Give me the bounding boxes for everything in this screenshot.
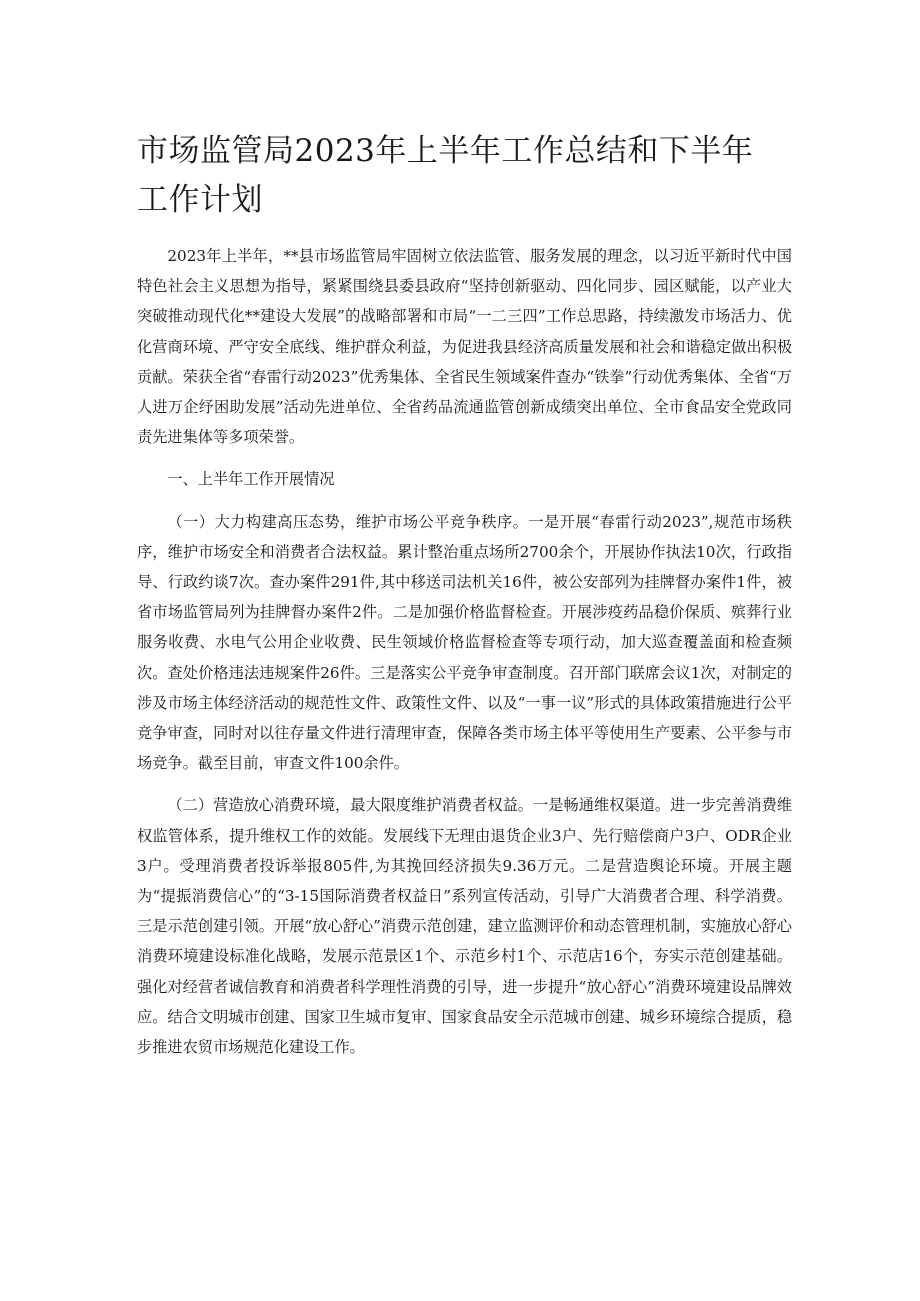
document-body (137, 241, 792, 1074)
document-title: 市场监管局2023年上半年工作总结和下半年工作计划 (137, 133, 754, 218)
body-paragraph-2: （二）营造放心消费环境，最大限度维护消费者权益。一是畅通维权渠道。进一步完善消费维权监管体系，提升维权工作的效能。发展线下无理由退货企业3户、先行赔偿商户3户、ODR企业3户。受理消费者投诉举报805件,为其挽回经济损失9.36万元。二是营造舆论环境。开展主题为“提振消费信心”的“3-15国际消费者权益日”系列宣传活动，引导广大消费者合理、科学消费。三是示范创建引领。开展“放心舒心”消费示范创建，建立监测评价和动态管理机制，实施放心舒心消费环境建设标准化战略，发展示范景区1个、示范乡村1个、示范店16个，夯实示范创建基础。强化对经营者诚信教育和消费者科学理性消费的引导，进一步提升“放心舒心”消费环境建设品牌效应。结合文明城市创建、国家卫生城市复审、国家食品安全示范城市创建、城乡环境综合提质，稳步推进农贸市场规范化建设工作。 (137, 796, 792, 1057)
intro-paragraph: 2023年上半年，**县市场监管局牢固树立依法监管、服务发展的理念，以习近平新时代中国特色社会主义思想为指导，紧紧围绕县委县政府“坚持创新驱动、四化同步、园区赋能，以产业大突破推动现代化**建设大发展”的战略部署和市局“一二三四”工作总思路，持续激发市场活力、优化营商环境、严守安全底线、维护群众利益，为促进我县经济高质量发展和社会和谐稳定做出积极贡献。荣获全省“春雷行动2023”优秀集体、全省民生领域案件查办“铁拳”行动优秀集体、全省“万人进万企纾困助发展”活动先进单位、全省药品流通监管创新成绩突出单位、全市食品安全党政同责先进集体等多项荣誉。 (137, 247, 792, 447)
section-heading: 一、上半年工作开展情况 (167, 470, 335, 489)
body-paragraph-1: （一）大力构建高压态势，维护市场公平竞争秩序。一是开展“春雷行动2023”,规范市场秩序，维护市场安全和消费者合法权益。累计整治重点场所2700余个，开展协作执法10次，行政指导、行政约谈7次。查办案件291件,其中移送司法机关16件，被公安部列为挂牌督办案件1件，被省市场监管局列为挂牌督办案件2件。二是加强价格监督检查。开展涉疫药品稳价保质、殡葬行业服务收费、水电气公用企业收费、民生领域价格监督检查等专项行动，加大巡查覆盖面和检查频次。查处价格违法违规案件26件。三是落实公平竞争审查制度。召开部门联席会议1次，对制定的涉及市场主体经济活动的规范性文件、政策性文件、以及“一事一议”形式的具体政策措施进行公平竞争审查，同时对以往存量文件进行清理审查，保障各类市场主体平等使用生产要素、公平参与市场竞争。截至目前，审查文件100余件。 (137, 512, 792, 773)
